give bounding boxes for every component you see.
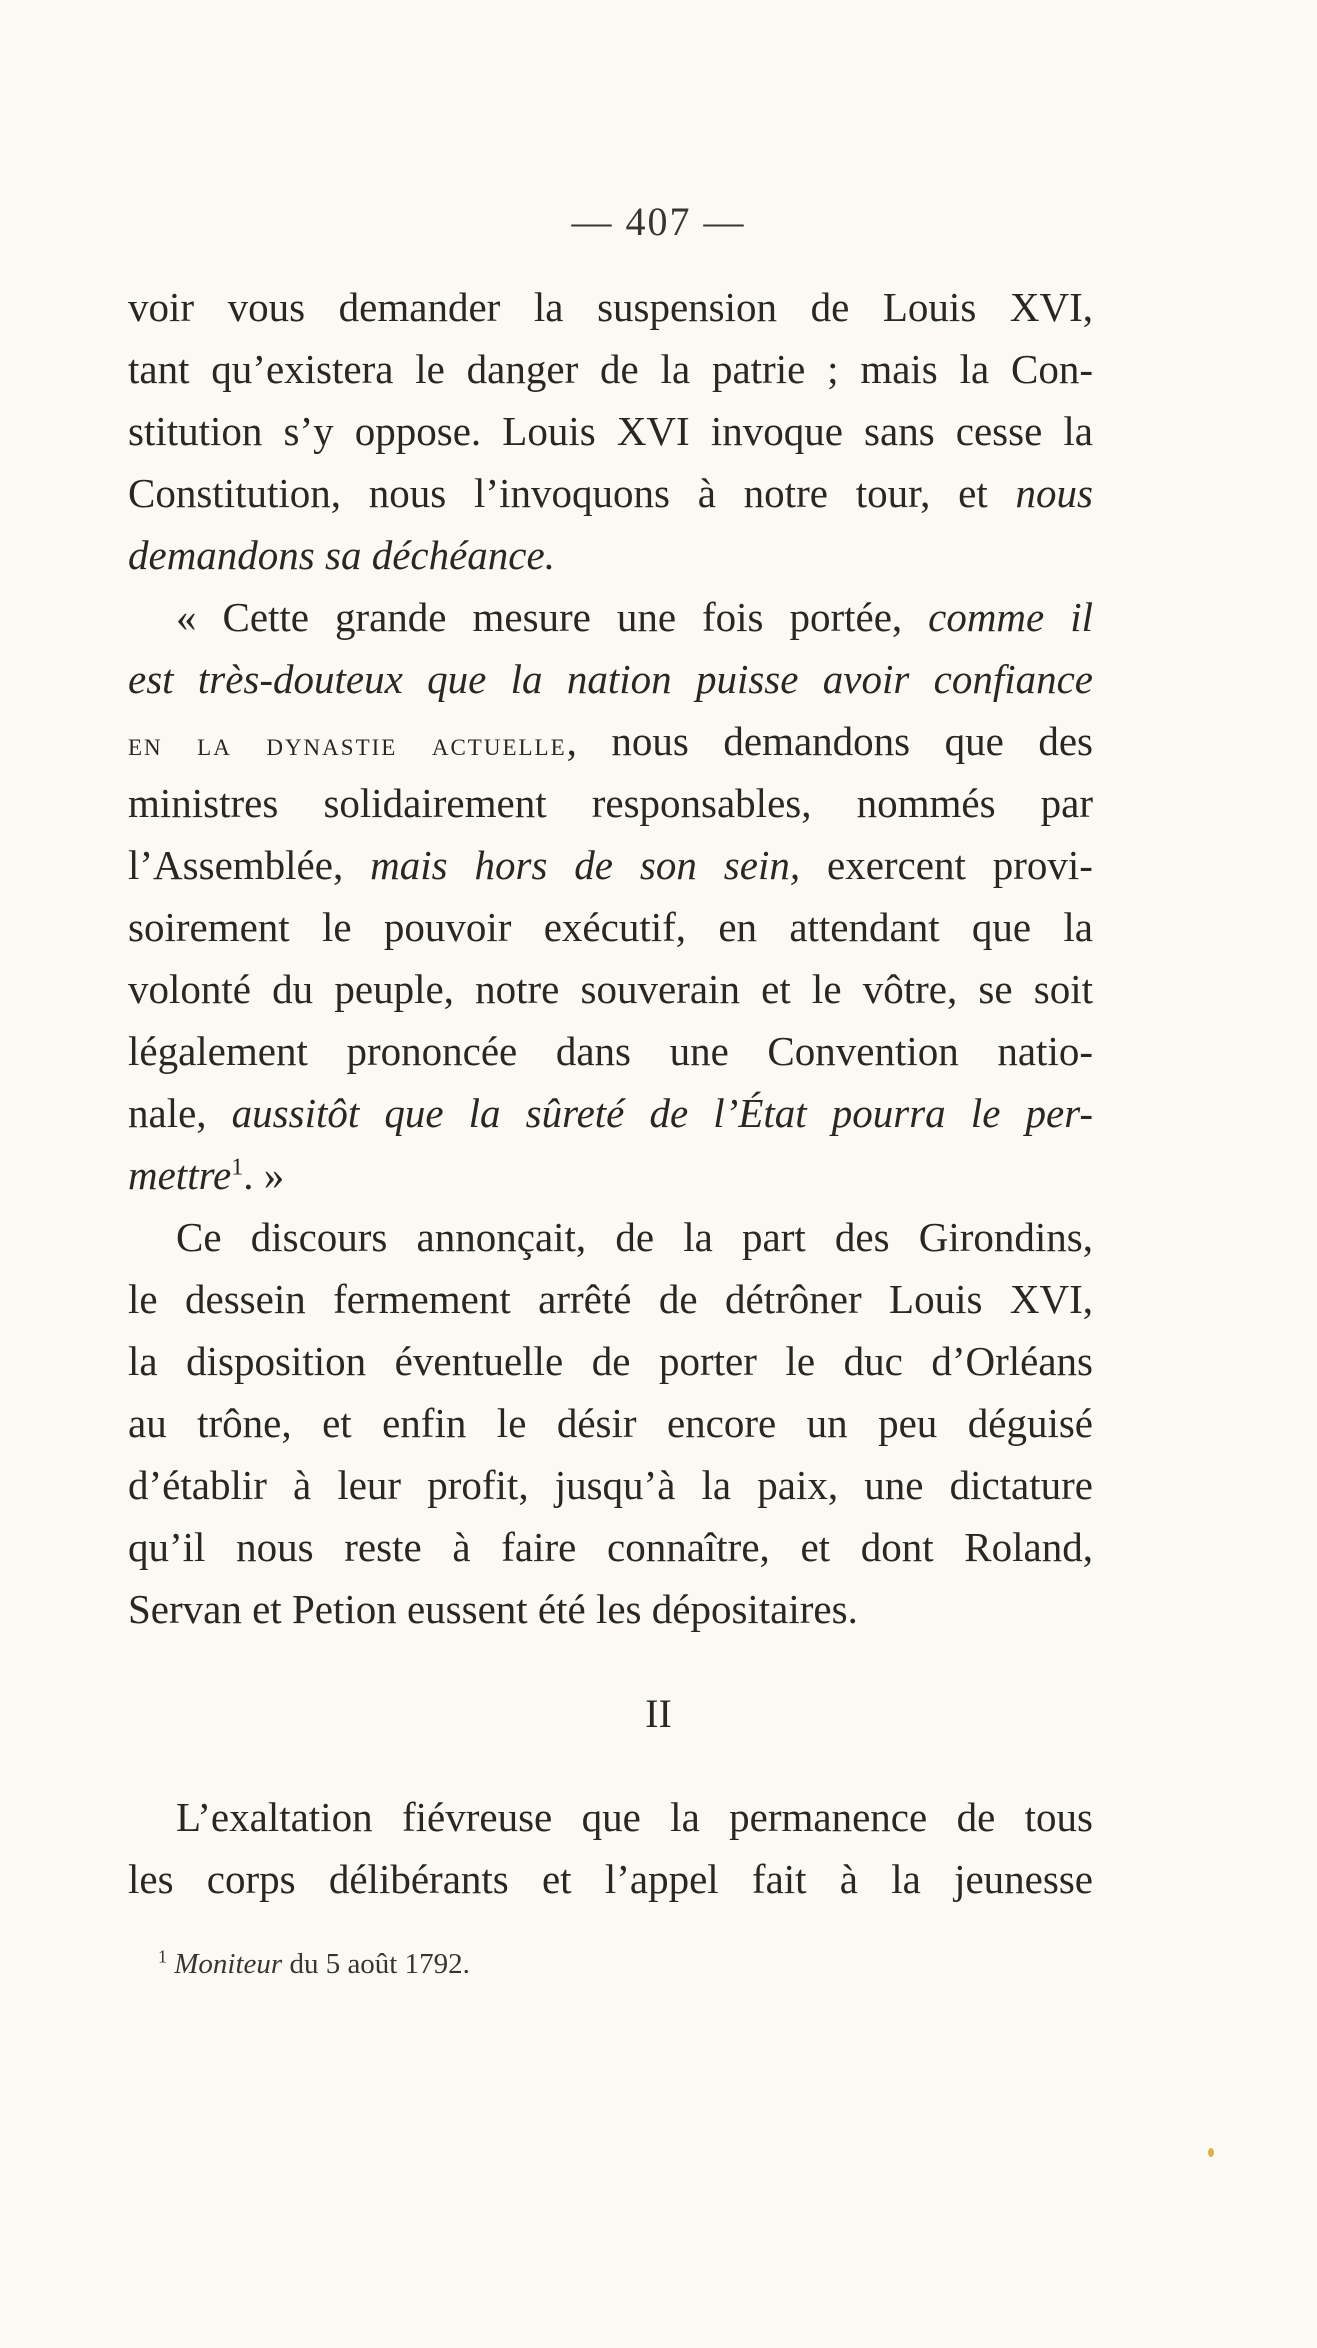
italic-text: est très-douteux que la nation puisse avoir confiance <box>128 656 1093 702</box>
page-number: — 407 — <box>571 199 746 244</box>
text-line: ministres solidairement responsables, nommés par <box>128 780 1093 826</box>
text-line: le dessein fermement arrêté de détrôner Louis XVI, <box>128 1276 1093 1322</box>
footnote-text: du 5 août 1792. <box>282 1948 470 1980</box>
text-line <box>128 524 1093 586</box>
text-line: « Cette grande mesure une fois portée, comme il <box>176 594 1093 640</box>
text-line: légalement prononcée dans une Convention natio- <box>128 1028 1093 1074</box>
text-line: tant qu’existera le danger de la patrie ; mais la Con- <box>128 346 1093 392</box>
text-line: l’Assemblée, mais hors de son sein, exercent provi- <box>128 842 1093 888</box>
text-line: d’établir à leur profit, jusqu’à la paix, une dictature <box>128 1462 1093 1508</box>
italic-text: mais hors de son sein, <box>370 842 801 888</box>
text-line: volonté du peuple, notre souverain et le vôtre, se soit <box>128 966 1093 1012</box>
text-line: la disposition éventuelle de porter le duc d’Orléans <box>128 1338 1093 1384</box>
text-line: soirement le pouvoir exécutif, en attendant que la <box>128 904 1093 950</box>
text-line: nale, aussitôt que la sûreté de l’État pourra le per- <box>128 1090 1093 1136</box>
text-line: qu’il nous reste à faire connaître, et dont Roland, <box>128 1524 1093 1570</box>
text-line: voir vous demander la suspension de Louis XVI, <box>128 284 1093 330</box>
section-heading: II <box>645 1691 672 1736</box>
italic-text: comme il <box>928 594 1093 640</box>
italic-text: mettre <box>128 1152 232 1198</box>
text-line: Servan et Petion eussent été les dépositaires. <box>128 1586 858 1632</box>
italic-text: demandons sa déchéance. <box>128 532 555 578</box>
footnote-source: Moniteur <box>174 1948 283 1980</box>
text-line: stitution s’y oppose. Louis XVI invoque sans cesse la <box>128 408 1093 454</box>
italic-text: nous <box>1015 470 1093 516</box>
text-line: Ce discours annonçait, de la part des Girondins, <box>176 1214 1093 1260</box>
footnote-marker: 1 <box>158 1946 167 1967</box>
text-line: au trône, et enfin le désir encore un peu déguisé <box>128 1400 1093 1446</box>
text-line <box>128 648 1093 710</box>
text-line: L’exaltation fiévreuse que la permanence de tous <box>176 1794 1093 1840</box>
text-line: en la dynastie actuelle, nous demandons que des <box>128 718 1093 764</box>
ink-speck <box>1208 2148 1214 2157</box>
italic-text: aussitôt que la sûreté de l’État pourra le per- <box>231 1090 1093 1136</box>
text-line: mettre$^1$. » <box>128 1152 285 1198</box>
small-caps-text: en la dynastie actuelle <box>128 727 567 763</box>
footnote <box>158 1944 470 1984</box>
footnote-reference: 1 <box>231 1154 244 1181</box>
text-line: les corps délibérants et l’appel fait à la jeunesse <box>128 1856 1093 1902</box>
text-line: Constitution, nous l’invoquons à notre tour, et nous <box>128 470 1093 516</box>
